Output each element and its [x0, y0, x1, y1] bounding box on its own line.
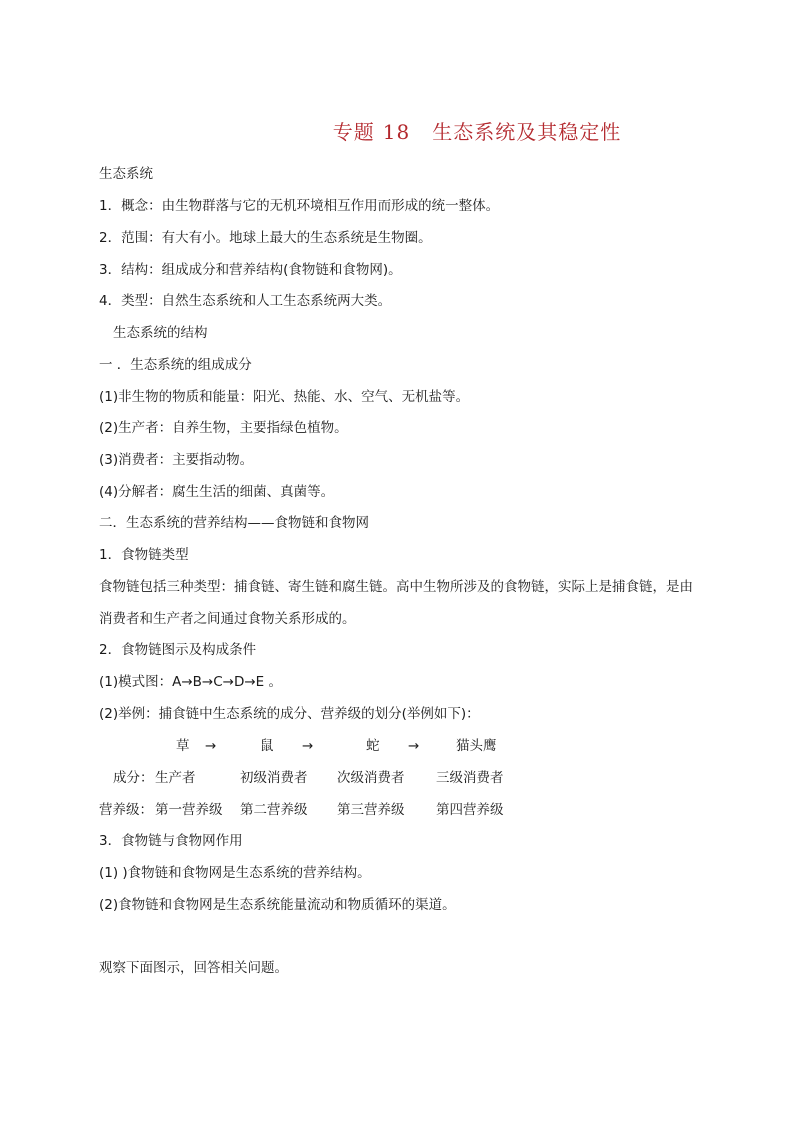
item-decomposer: (4)分解者：腐生生活的细菌、真菌等。 — [99, 484, 335, 500]
item-producer: (2)生产者：自养生物，主要指绿色植物。 — [99, 420, 348, 436]
level-first: 第一营养级 — [155, 802, 223, 818]
component-tertiary-consumer: 三级消费者 — [436, 770, 504, 786]
item-example: (2)举例：捕食链中生态系统的成分、营养级的划分(举例如下)： — [99, 706, 480, 722]
paragraph-structure: 3．结构：组成成分和营养结构(食物链和食物网)。 — [99, 262, 402, 278]
paragraph-observe: 观察下面图示，回答相关问题。 — [99, 960, 288, 976]
paragraph-concept: 1．概念：由生物群落与它的无机环境相互作用而形成的统一整体。 — [99, 198, 500, 214]
organism-mouse: 鼠 — [260, 738, 274, 754]
arrow-icon: → — [205, 738, 217, 754]
section-heading-structure: 生态系统的结构 — [113, 325, 208, 341]
component-producer: 生产者 — [155, 770, 196, 786]
section-heading-ecosystem: 生态系统 — [99, 166, 153, 182]
title-text: 生态系统及其稳定性 — [432, 120, 622, 144]
paragraph-chain-types-2: 消费者和生产者之间通过食物关系形成的。 — [99, 611, 356, 627]
arrow-icon: → — [302, 738, 314, 754]
subheading-trophic-structure: 二．生态系统的营养结构——食物链和食物网 — [99, 515, 369, 531]
paragraph-scope: 2．范围：有大有小。地球上最大的生态系统是生物圈。 — [99, 230, 432, 246]
paragraph-chain-types-1: 食物链包括三种类型：捕食链、寄生链和腐生链。高中生物所涉及的食物链，实际上是捕食链，是由 — [99, 579, 693, 595]
title-number: 18 — [382, 120, 411, 144]
component-primary-consumer: 初级消费者 — [240, 770, 308, 786]
components-label: 成分： — [113, 770, 154, 786]
item-function-2: (2)食物链和食物网是生态系统能量流动和物质循环的渠道。 — [99, 897, 456, 913]
subheading-chain-diagram: 2．食物链图示及构成条件 — [99, 642, 257, 658]
page-title — [0, 116, 794, 145]
organism-grass: 草 — [176, 738, 190, 754]
level-fourth: 第四营养级 — [436, 802, 504, 818]
item-model-diagram: (1)模式图：A→B→C→D→E 。 — [99, 674, 283, 690]
organism-owl: 猫头鹰 — [456, 738, 497, 754]
levels-label: 营养级： — [99, 802, 153, 818]
arrow-icon: → — [408, 738, 420, 754]
subheading-chain-function: 3．食物链与食物网作用 — [99, 833, 243, 849]
subheading-chain-types: 1．食物链类型 — [99, 547, 189, 563]
title-prefix: 专题 — [332, 120, 375, 144]
component-secondary-consumer: 次级消费者 — [337, 770, 405, 786]
paragraph-types: 4．类型：自然生态系统和人工生态系统两大类。 — [99, 293, 392, 309]
subheading-components: 一 ．生态系统的组成成分 — [99, 357, 252, 373]
level-second: 第二营养级 — [240, 802, 308, 818]
level-third: 第三营养级 — [337, 802, 405, 818]
item-abiotic: (1)非生物的物质和能量：阳光、热能、水、空气、无机盐等。 — [99, 389, 470, 405]
organism-snake: 蛇 — [366, 738, 380, 754]
item-consumer: (3)消费者：主要指动物。 — [99, 452, 254, 468]
item-function-1: (1) )食物链和食物网是生态系统的营养结构。 — [99, 865, 371, 881]
